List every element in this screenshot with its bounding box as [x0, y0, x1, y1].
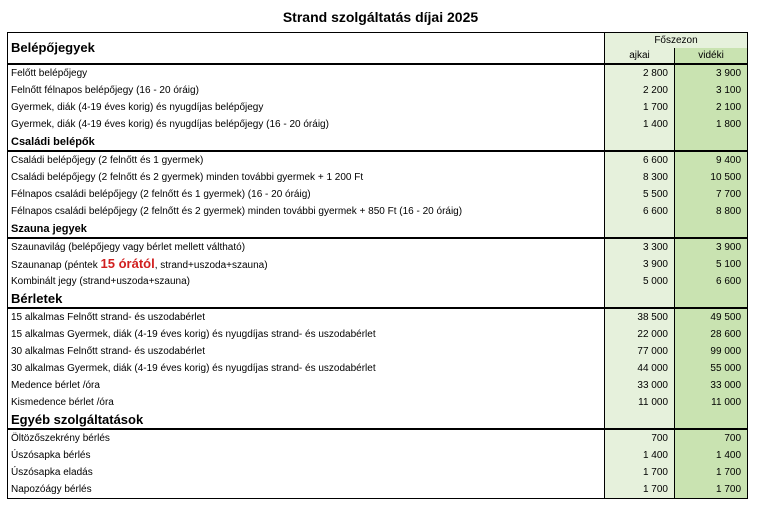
- row-label: Öltözőszekrény bérlés: [8, 429, 605, 447]
- row-label: Medence bérlet /óra: [8, 377, 605, 394]
- table-row: [8, 464, 748, 481]
- price-ajkai: 1 700: [605, 481, 675, 499]
- price-ajkai: 2 800: [605, 64, 675, 82]
- section-title-belepojegyek: Belépőjegyek: [8, 33, 605, 65]
- price-videki: 3 100: [675, 82, 748, 99]
- price-videki: 1 700: [675, 481, 748, 499]
- price-ajkai: 77 000: [605, 343, 675, 360]
- price-videki: 10 500: [675, 169, 748, 186]
- row-label: 30 alkalmas Gyermek, diák (4-19 éves korig) és nyugdíjas strand- és uszodabérlet: [8, 360, 605, 377]
- row-label: Gyermek, diák (4-19 éves korig) és nyugdíjas belépőjegy (16 - 20 óráig): [8, 116, 605, 133]
- price-ajkai: 1 700: [605, 99, 675, 116]
- price-ajkai: 6 600: [605, 203, 675, 220]
- row-label: Úszósapka eladás: [8, 464, 605, 481]
- price-videki: 1 400: [675, 447, 748, 464]
- row-label: Kismedence bérlet /óra: [8, 394, 605, 411]
- price-videki: 8 800: [675, 203, 748, 220]
- price-ajkai: 38 500: [605, 308, 675, 326]
- section-title-szauna: Szauna jegyek: [8, 220, 605, 238]
- column-header-ajkai: ajkai: [605, 48, 675, 64]
- table-row: [8, 82, 748, 99]
- price-videki: 7 700: [675, 186, 748, 203]
- price-videki: 49 500: [675, 308, 748, 326]
- row-label: [8, 256, 605, 273]
- table-row: [8, 360, 748, 377]
- price-ajkai: 1 700: [605, 464, 675, 481]
- row-label: Felőtt belépőjegy: [8, 64, 605, 82]
- price-videki: 9 400: [675, 151, 748, 169]
- section-title-egyeb: Egyéb szolgáltatások: [8, 411, 605, 429]
- row-label: Családi belépőjegy (2 felnőtt és 2 gyermek) minden további gyermek + 1 200 Ft: [8, 169, 605, 186]
- row-label: Félnapos családi belépőjegy (2 felnőtt és 1 gyermek) (16 - 20 óráig): [8, 186, 605, 203]
- table-row: [8, 447, 748, 464]
- price-videki: 6 600: [675, 273, 748, 290]
- table-row: [8, 481, 748, 499]
- price-videki: 33 000: [675, 377, 748, 394]
- table-row: [8, 116, 748, 133]
- row-label: Családi belépőjegy (2 felnőtt és 1 gyermek): [8, 151, 605, 169]
- price-table: [7, 32, 748, 499]
- row-label: Napozóágy bérlés: [8, 481, 605, 499]
- price-videki: 3 900: [675, 238, 748, 256]
- price-ajkai: 5 000: [605, 273, 675, 290]
- row-label: Gyermek, diák (4-19 éves korig) és nyugdíjas belépőjegy: [8, 99, 605, 116]
- price-ajkai: 33 000: [605, 377, 675, 394]
- price-videki: 3 900: [675, 64, 748, 82]
- table-row: [8, 308, 748, 326]
- price-ajkai: 5 500: [605, 186, 675, 203]
- table-row: [8, 151, 748, 169]
- price-videki: 28 600: [675, 326, 748, 343]
- price-ajkai: 1 400: [605, 116, 675, 133]
- row-label: Kombinált jegy (strand+uszoda+szauna): [8, 273, 605, 290]
- row-label-pre: Szaunanap (péntek: [11, 259, 101, 271]
- highlight-time: 15 órától: [100, 256, 155, 271]
- table-row: [8, 394, 748, 411]
- table-row: [8, 238, 748, 256]
- column-header-videki: vidéki: [675, 48, 748, 64]
- season-header: Főszezon: [605, 33, 748, 49]
- section-title-csaladi: Családi belépők: [8, 133, 605, 151]
- row-label: Úszósapka bérlés: [8, 447, 605, 464]
- price-ajkai: 22 000: [605, 326, 675, 343]
- row-label: Félnapos családi belépőjegy (2 felnőtt és 2 gyermek) minden további gyermek + 850 Ft (16 - 20 óráig): [8, 203, 605, 220]
- row-label: Szaunavilág (belépőjegy vagy bérlet mellett váltható): [8, 238, 605, 256]
- table-row: [8, 99, 748, 116]
- table-row: [8, 203, 748, 220]
- price-videki: 1 800: [675, 116, 748, 133]
- price-ajkai: 1 400: [605, 447, 675, 464]
- price-videki: 1 700: [675, 464, 748, 481]
- price-ajkai: 700: [605, 429, 675, 447]
- price-videki: 2 100: [675, 99, 748, 116]
- table-row: [8, 429, 748, 447]
- row-label-post: , strand+uszoda+szauna): [154, 259, 268, 271]
- table-row: [8, 186, 748, 203]
- price-ajkai: 3 900: [605, 256, 675, 273]
- price-videki: 700: [675, 429, 748, 447]
- table-row: [8, 343, 748, 360]
- row-label: 15 alkalmas Gyermek, diák (4-19 éves korig) és nyugdíjas strand- és uszodabérlet: [8, 326, 605, 343]
- table-row: [8, 169, 748, 186]
- price-videki: 99 000: [675, 343, 748, 360]
- section-title-berletek: Bérletek: [8, 290, 605, 308]
- row-label: Felnőtt félnapos belépőjegy (16 - 20 óráig): [8, 82, 605, 99]
- price-videki: 55 000: [675, 360, 748, 377]
- price-videki: 11 000: [675, 394, 748, 411]
- row-label: 15 alkalmas Felnőtt strand- és uszodabérlet: [8, 308, 605, 326]
- row-label: 30 alkalmas Felnőtt strand- és uszodabérlet: [8, 343, 605, 360]
- table-row: [8, 256, 748, 273]
- price-ajkai: 44 000: [605, 360, 675, 377]
- price-ajkai: 11 000: [605, 394, 675, 411]
- price-ajkai: 6 600: [605, 151, 675, 169]
- price-ajkai: 3 300: [605, 238, 675, 256]
- page-title: Strand szolgáltatás díjai 2025: [282, 9, 479, 25]
- price-videki: 5 100: [675, 256, 748, 273]
- table-row: [8, 273, 748, 290]
- table-row: [8, 64, 748, 82]
- price-ajkai: 8 300: [605, 169, 675, 186]
- table-row: [8, 377, 748, 394]
- table-row: [8, 326, 748, 343]
- price-ajkai: 2 200: [605, 82, 675, 99]
